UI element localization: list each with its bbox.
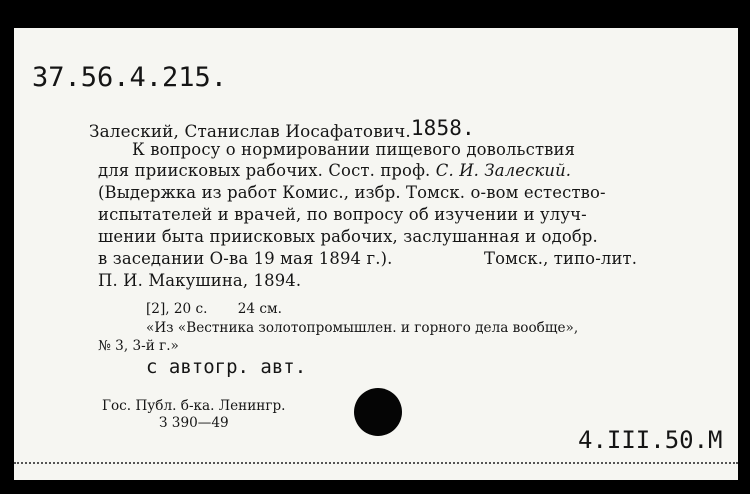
publisher-place: Томск., типо-лит.	[484, 249, 638, 268]
collation	[146, 301, 282, 317]
catalog-card	[14, 28, 738, 480]
collation-pages: [2], 20 с.	[146, 301, 208, 317]
author-year-handwritten: 1858.	[410, 116, 475, 140]
title-line-6: в заседании О-ва 19 мая 1894 г.).	[98, 249, 393, 268]
series-note-2: № 3, 3-й г.»	[98, 338, 179, 354]
library-line-1: Гос. Публ. б-ка. Ленингр.	[102, 398, 286, 414]
title-line-2-text: для приисковых рабочих. Сост. проф.	[98, 161, 431, 180]
inventory-date-handwritten: 4.III.50.М	[578, 426, 723, 454]
title-line-3: (Выдержка из работ Комис., избр. Томск. о-вом естество-	[98, 183, 606, 202]
author-heading	[89, 118, 475, 142]
collation-size: 24 см.	[237, 301, 282, 317]
title-line-2	[98, 161, 571, 180]
compiler-name: С. И. Залеский.	[435, 161, 572, 180]
title-line-5: шении быта приисковых рабочих, заслушанная и одобр.	[98, 227, 598, 246]
library-line-2: З 390—49	[159, 415, 229, 431]
publisher-line: П. И. Макушина, 1894.	[98, 271, 302, 290]
series-note-1: «Из «Вестника золотопромышлен. и горного дела вообще»,	[146, 320, 579, 336]
call-number: 37.56.4.215.	[32, 62, 228, 93]
title-line-4: испытателей и врачей, по вопросу об изучении и улуч-	[98, 205, 587, 224]
author-name: Залеский, Станислав Иосафатович.	[89, 121, 411, 141]
bottom-dotted-rule	[14, 462, 738, 464]
punch-hole	[354, 388, 402, 436]
autograph-note-handwritten: с автогр. авт.	[146, 356, 307, 378]
title-line-1: К вопросу о нормировании пищевого довольствия	[132, 140, 576, 159]
